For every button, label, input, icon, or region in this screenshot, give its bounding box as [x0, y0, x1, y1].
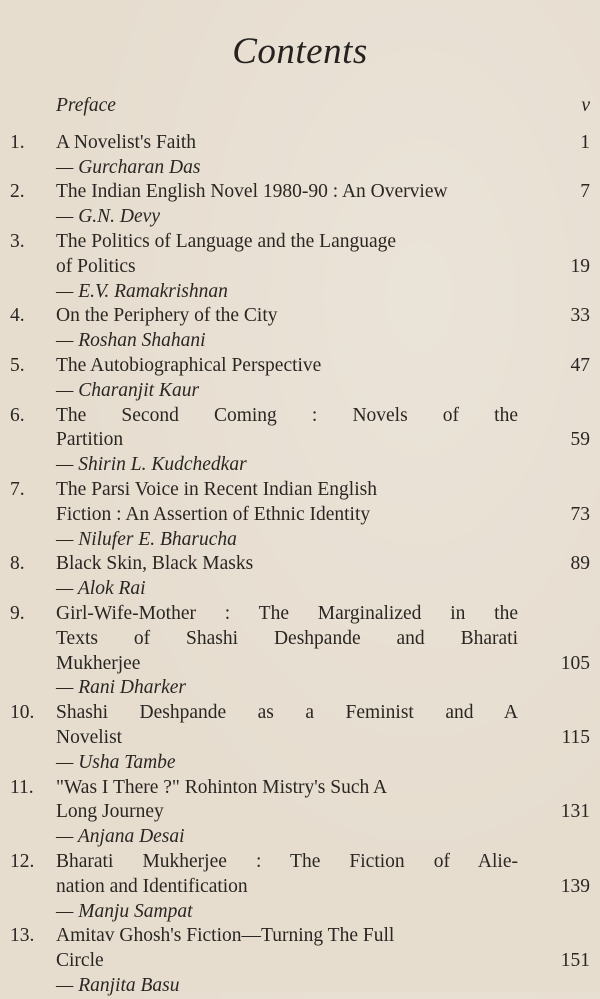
toc-entry: [0, 924, 600, 998]
entry-author: — E.V. Ramakrishnan: [56, 280, 228, 302]
entry-author: — Anjana Desai: [56, 826, 185, 848]
toc-entry: [0, 478, 600, 552]
entry-page-number: 19: [570, 255, 590, 277]
toc-entry: [0, 552, 600, 602]
entry-number: 5.: [10, 354, 25, 376]
entry-author: — Usha Tambe: [56, 751, 176, 773]
entry-page-number: 151: [560, 950, 590, 972]
entry-title-line: Mukherjee 105: [56, 652, 518, 677]
page-title: Contents: [232, 31, 368, 72]
entry-number: 8.: [10, 553, 25, 575]
entry-title-line: "Was I There ?" Rohinton Mistry's Such A: [56, 776, 388, 798]
entry-page-number: 115: [561, 726, 590, 748]
entry-body: [56, 776, 590, 850]
entry-body: [56, 304, 590, 354]
preface-page: v: [581, 95, 590, 116]
entry-title-line: Shashi Deshpande as a Feminist and A: [56, 702, 518, 724]
entry-author: — Gurcharan Das: [56, 156, 201, 178]
entry-body: [56, 478, 590, 552]
entry-author: — G.N. Devy: [56, 206, 160, 228]
entry-page-number: 105: [560, 652, 590, 674]
entry-author: — Manju Sampat: [56, 900, 193, 922]
entry-title-line: Partition 59: [56, 428, 518, 453]
toc-entry: [0, 404, 600, 478]
entry-title-line: The Parsi Voice in Recent Indian English: [56, 478, 377, 500]
entry-title-line: A Novelist's Faith 1: [56, 131, 518, 156]
entry-body: [56, 602, 590, 701]
entry-body: [56, 230, 590, 304]
entry-number: 1.: [10, 131, 25, 153]
preface-label: Preface: [56, 95, 116, 116]
entry-body: [56, 131, 590, 181]
entry-title-line: The Autobiographical Perspective 47: [56, 354, 518, 379]
entry-page-number: 7: [580, 181, 590, 203]
toc-entry: [0, 230, 600, 304]
entry-author: — Roshan Shahani: [56, 330, 206, 352]
toc-entry-preface: [0, 94, 600, 119]
entry-number: 3.: [10, 230, 25, 252]
entry-title-line: of Politics 19: [56, 255, 518, 280]
entry-title-line: Amitav Ghosh's Fiction—Turning The Full: [56, 925, 395, 947]
entry-body: [56, 354, 590, 404]
entry-number: 7.: [10, 478, 25, 500]
entry-title-line: nation and Identification 139: [56, 875, 518, 900]
entry-page-number: 1: [580, 131, 590, 153]
entry-page-number: 89: [570, 553, 590, 575]
entry-title-line: Girl-Wife-Mother : The Marginalized in the: [56, 602, 518, 624]
entry-body: [56, 850, 590, 924]
table-of-contents: [0, 94, 600, 999]
entry-page-number: 73: [570, 503, 590, 525]
entry-number: 13.: [10, 925, 35, 947]
entry-page-number: 131: [560, 801, 590, 823]
entry-page-number: 33: [570, 305, 590, 327]
entry-author: — Alok Rai: [56, 578, 146, 600]
entry-title-line: Novelist 115: [56, 726, 518, 751]
entry-title-line: Bharati Mukherjee : The Fiction of Alie-: [56, 850, 518, 872]
entry-title-line: Circle 151: [56, 949, 518, 974]
toc-entry: [0, 131, 600, 181]
entry-title-line: The Politics of Language and the Language: [56, 230, 397, 252]
entry-body: [56, 552, 590, 602]
entry-body: [56, 180, 590, 230]
entry-number: 2.: [10, 181, 25, 203]
entry-author: — Shirin L. Kudchedkar: [56, 454, 247, 476]
entry-title-line: Long Journey 131: [56, 800, 518, 825]
entry-number: 4.: [10, 305, 25, 327]
entry-title-line: The Second Coming : Novels of the: [56, 404, 518, 426]
entry-title-line: Black Skin, Black Masks 89: [56, 552, 518, 577]
entry-body: [56, 924, 590, 998]
entry-author: — Nilufer E. Bharucha: [56, 528, 237, 550]
toc-entry: [0, 354, 600, 404]
entry-body: [56, 404, 590, 478]
entry-number: 6.: [10, 404, 25, 426]
entry-page-number: 59: [570, 429, 590, 451]
entry-page-number: 47: [570, 354, 590, 376]
toc-entry: [0, 850, 600, 924]
entry-number: 9.: [10, 602, 25, 624]
toc-entry: [0, 776, 600, 850]
toc-entry: [0, 304, 600, 354]
entry-number: 10.: [10, 702, 35, 724]
toc-entry: [0, 180, 600, 230]
entry-number: 11.: [10, 776, 34, 798]
entry-title-line: The Indian English Novel 1980-90 : An Overview 7: [56, 180, 518, 205]
entry-title-line: Texts of Shashi Deshpande and Bharati: [56, 627, 518, 649]
entry-title-line: Fiction : An Assertion of Ethnic Identity 73: [56, 503, 518, 528]
entry-author: — Ranjita Basu: [56, 974, 180, 996]
toc-entry: [0, 602, 600, 701]
entry-author: — Rani Dharker: [56, 677, 186, 699]
entry-title-line: On the Periphery of the City 33: [56, 304, 518, 329]
entry-number: 12.: [10, 850, 35, 872]
entry-body: [56, 701, 590, 775]
toc-entry: [0, 701, 600, 775]
entry-page-number: 139: [560, 875, 590, 897]
entry-author: — Charanjit Kaur: [56, 379, 200, 401]
